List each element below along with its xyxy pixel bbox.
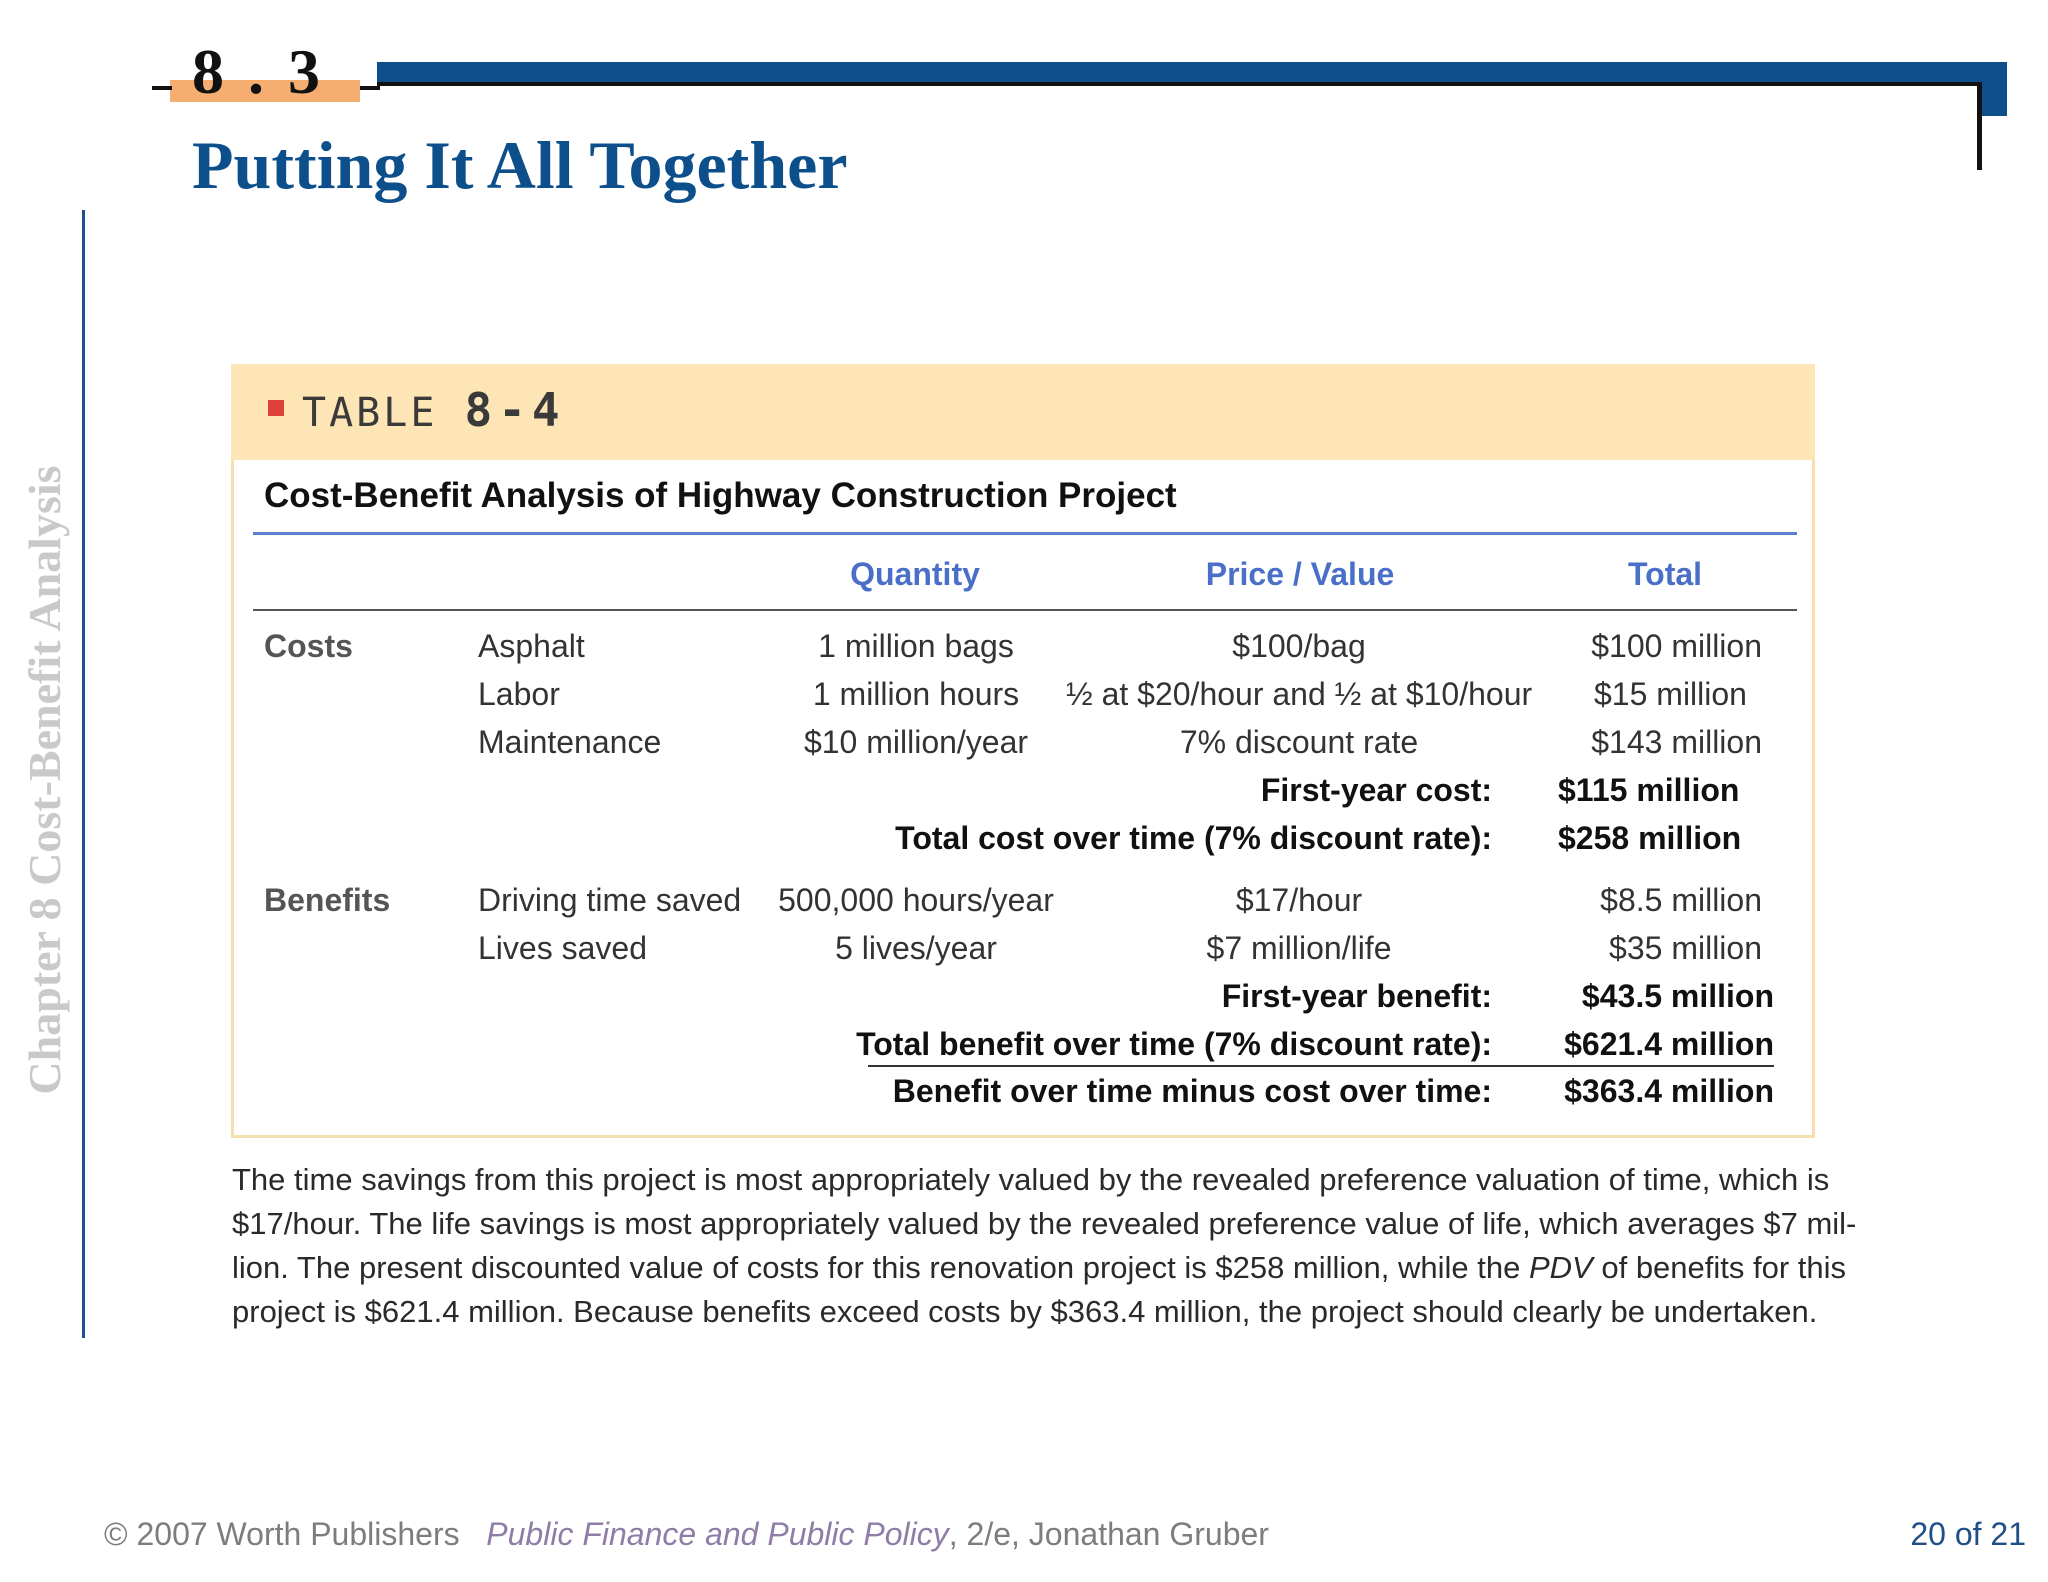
footer-copyright: © 2007 Worth Publishers xyxy=(104,1516,460,1552)
row-price: $17/hour xyxy=(1235,882,1363,918)
table-label-number: 8-4 xyxy=(464,383,566,437)
section-number: 8 . 3 xyxy=(192,36,324,107)
caption-pdv: PDV xyxy=(1528,1250,1593,1285)
row-quantity: $10 million/year xyxy=(803,724,1029,760)
column-header-rule xyxy=(253,609,1797,611)
left-rule xyxy=(82,210,85,1338)
row-quantity: 1 million hours xyxy=(812,676,1020,712)
table-label-word: TABLE xyxy=(302,390,438,436)
header-bar xyxy=(377,62,2007,82)
caption-line: $17/hour. The life savings is most appropriately valued by the revealed preference value of life, which averages $7 mil- xyxy=(232,1206,1857,1241)
first-year-benefit-label: First-year benefit: xyxy=(1221,978,1492,1014)
table-label xyxy=(302,384,566,439)
footer-book-title: Public Finance and Public Policy xyxy=(486,1516,949,1552)
row-total: $100 million xyxy=(1591,628,1762,664)
table-caption xyxy=(232,1158,1857,1334)
row-item: Driving time saved xyxy=(478,882,742,918)
caption-line: project is $621.4 million. Because benefits exceed costs by $363.4 million, the project should clearly be undertaken. xyxy=(232,1294,1818,1329)
row-total: $143 million xyxy=(1591,724,1762,760)
table-bullet-icon xyxy=(268,400,284,416)
first-year-cost-label: First-year cost: xyxy=(1260,772,1492,808)
header-rule xyxy=(377,82,1981,86)
header-corner-tab xyxy=(1982,82,2007,116)
column-header-price: Price / Value xyxy=(1205,556,1395,592)
net-benefit-label: Benefit over time minus cost over time: xyxy=(892,1073,1492,1109)
row-price: ½ at $20/hour and ½ at $10/hour xyxy=(1066,676,1533,712)
total-benefit-label: Total benefit over time (7% discount rate): xyxy=(856,1026,1492,1062)
row-quantity: 1 million bags xyxy=(818,628,1014,664)
section-dash-left xyxy=(152,86,172,90)
net-benefit-rule xyxy=(868,1065,1774,1067)
footer-edition-author: , 2/e, Jonathan Gruber xyxy=(948,1516,1269,1552)
page-title: Putting It All Together xyxy=(192,127,848,203)
row-item: Lives saved xyxy=(478,930,647,966)
row-item: Labor xyxy=(478,676,560,712)
row-quantity: 5 lives/year xyxy=(835,930,997,966)
section-dash-right xyxy=(360,86,380,90)
total-benefit-value: $621.4 million xyxy=(1564,1026,1774,1062)
caption-text: of benefits for this xyxy=(1592,1250,1847,1285)
first-year-benefit-value: $43.5 million xyxy=(1581,978,1774,1014)
caption-line: The time savings from this project is most appropriately valued by the revealed preference valuation of time, which is xyxy=(232,1162,1830,1197)
row-price: 7% discount rate xyxy=(1179,724,1419,760)
row-quantity: 500,000 hours/year xyxy=(778,882,1054,918)
chapter-label: Chapter 8 Cost-Benefit Analysis xyxy=(19,465,70,1095)
net-benefit-value: $363.4 million xyxy=(1564,1073,1774,1109)
column-header-quantity: Quantity xyxy=(850,556,980,592)
column-header-total: Total xyxy=(1627,556,1703,592)
row-total: $8.5 million xyxy=(1600,882,1762,918)
row-item: Asphalt xyxy=(478,628,585,664)
group-label-benefits: Benefits xyxy=(264,882,391,918)
footer-credit xyxy=(104,1514,1269,1554)
first-year-cost-value: $115 million xyxy=(1558,772,1740,808)
row-item: Maintenance xyxy=(478,724,662,760)
row-price: $7 million/life xyxy=(1206,930,1392,966)
row-total: $35 million xyxy=(1609,930,1762,966)
table-title: Cost-Benefit Analysis of Highway Construction Project xyxy=(264,476,1177,515)
caption-text: lion. The present discounted value of costs for this renovation project is $258 million, while the xyxy=(232,1250,1529,1285)
total-cost-label: Total cost over time (7% discount rate): xyxy=(895,820,1492,856)
row-price: $100/bag xyxy=(1232,628,1366,664)
page-number: 20 of 21 xyxy=(1910,1516,2026,1552)
caption-line xyxy=(232,1246,1847,1290)
table-title-rule xyxy=(253,532,1797,535)
group-label-costs: Costs xyxy=(264,628,353,664)
row-total: $15 million xyxy=(1594,676,1747,712)
total-cost-value: $258 million xyxy=(1558,820,1742,856)
